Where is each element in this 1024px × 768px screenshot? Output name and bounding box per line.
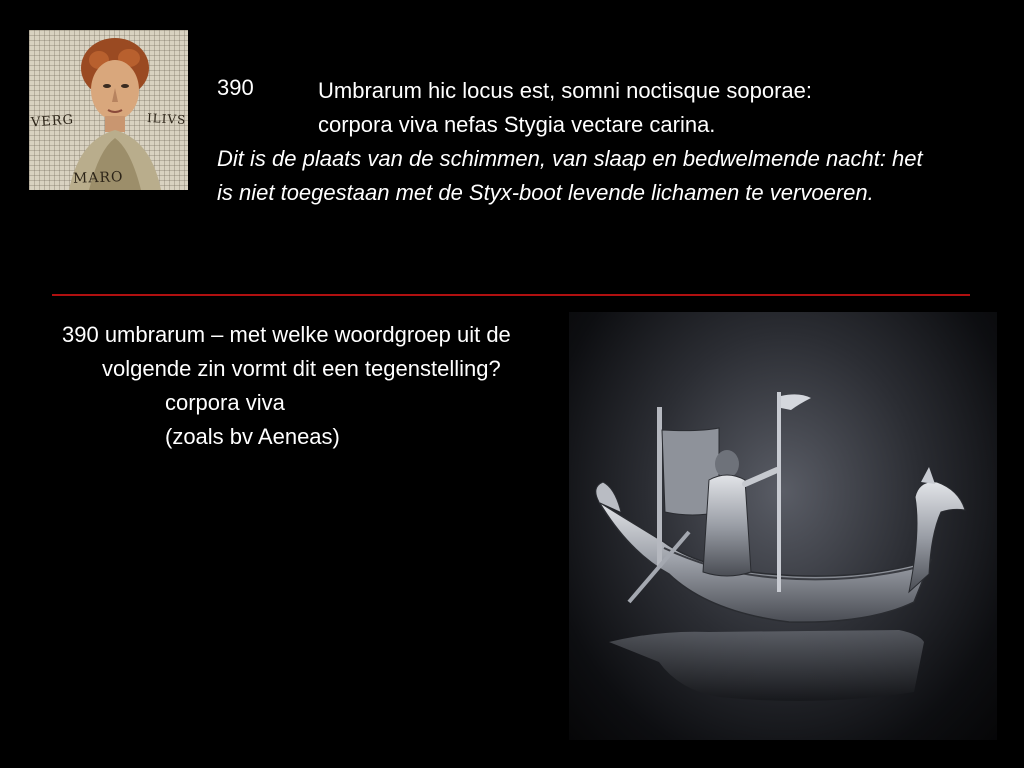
dutch-translation: Dit is de plaats van de schimmen, van slaap en bedwelmende nacht: het is niet toegestaan met de Styx-boot levende lichamen te vervoeren. — [217, 146, 923, 205]
red-divider-line — [52, 294, 970, 296]
mosaic-inscription-ilius: ILIVS — [146, 110, 187, 128]
latin-line-1: Umbrarum hic locus est, somni noctisque soporae: — [318, 78, 812, 103]
verse-number: 390 — [217, 75, 254, 100]
answer-line-2: (zoals bv Aeneas) — [165, 424, 340, 449]
mosaic-inscription-maro: MARO — [72, 169, 124, 187]
mosaic-inscription-verg: VERG — [30, 112, 75, 131]
latin-verse — [318, 74, 998, 142]
vergilius-mosaic-image — [29, 30, 188, 190]
mosaic-portrait-graphic — [29, 30, 188, 190]
question-text: 390 umbrarum – met welke woordgroep uit de volgende zin vormt dit een tegenstelling? — [62, 322, 511, 381]
question-block — [62, 318, 572, 454]
charon-boat-graphic — [569, 312, 997, 740]
latin-line-2: corpora viva nefas Stygia vectare carina. — [318, 112, 716, 137]
charon-boat-photo — [569, 312, 997, 740]
answer-line-1: corpora viva — [165, 390, 285, 415]
